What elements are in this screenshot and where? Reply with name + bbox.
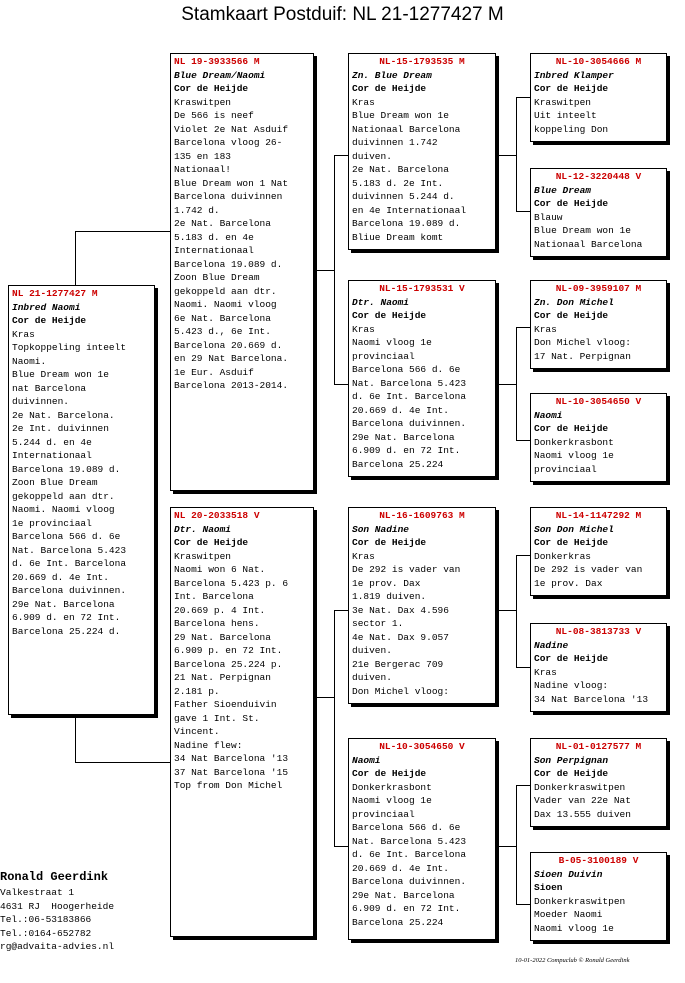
info-line: Barcelona 19.089 d. xyxy=(174,258,283,270)
info-line: 34 Nat Barcelona '13 xyxy=(534,693,649,705)
info-line: Barcelona 19.089 d. xyxy=(12,463,121,475)
info-line: 6.909 d. en 72 Int. xyxy=(352,903,461,914)
info-line: Kras xyxy=(534,323,557,335)
connector-line xyxy=(516,97,517,212)
info-line: Naomi vloog 1e xyxy=(352,337,432,348)
info-line: gekoppeld aan dtr. xyxy=(12,490,115,502)
connector-line xyxy=(516,904,530,905)
info-line: Don Michel vloog: xyxy=(352,685,449,697)
info-line: d. 6e Int. Barcelona xyxy=(12,558,127,569)
info-line: Vincent. xyxy=(174,726,220,737)
info-line: 6e Nat. Barcelona xyxy=(174,312,271,324)
info-line: Nadine vloog: xyxy=(534,680,609,691)
ring-number: NL 21-1277427 M xyxy=(12,288,98,299)
breeder-name: Cor de Heijde xyxy=(534,423,609,434)
info-line: Barcelona 25.224 d. xyxy=(12,625,121,637)
owner-block xyxy=(0,868,114,954)
sire-sire-dam-card[interactable] xyxy=(530,168,667,257)
footer-credit: 10-01-2022 Compuclub © Ronald Geerdink xyxy=(515,957,630,964)
info-line: Naomi won 6 Nat. xyxy=(174,564,266,575)
info-line: Barcelona 566 d. 6e xyxy=(12,531,121,542)
info-line: Barcelona 25.224 xyxy=(352,916,444,928)
info-line: Internationaal xyxy=(12,450,92,461)
info-line: en 29 Nat Barcelona. xyxy=(174,353,289,364)
info-line: 5.183 d. 2e Int. xyxy=(352,177,444,189)
connector-line xyxy=(516,327,530,328)
ring-number: NL-14-1147292 M xyxy=(555,510,642,521)
info-line: 135 en 183 xyxy=(174,150,232,162)
info-line: 2e Nat. Barcelona xyxy=(174,218,271,229)
info-line: Kras xyxy=(352,550,375,562)
connector-line xyxy=(314,270,334,271)
info-line: 20.669 d. 4e Int. xyxy=(352,862,449,874)
info-line: Internationaal xyxy=(174,245,254,256)
info-line: 4e Nat. Dax 9.057 xyxy=(352,631,449,643)
breeder-name: Cor de Heijde xyxy=(534,768,609,779)
owner-email[interactable]: rg@advaita-advies.nl xyxy=(0,941,115,952)
info-line: Blue Dream won 1e xyxy=(352,110,449,121)
sire-dam-dam-card[interactable] xyxy=(530,393,667,482)
subject-card[interactable] xyxy=(8,285,155,715)
info-line: Kras xyxy=(12,328,35,340)
info-line: 1e provinciaal xyxy=(12,517,92,529)
sire-card[interactable] xyxy=(170,53,314,491)
info-line: Barcelona 19.089 d. xyxy=(352,218,461,229)
pigeon-name: Son Perpignan xyxy=(534,754,609,766)
sire-sire-sire-card[interactable] xyxy=(530,53,667,142)
info-line: Nationaal! xyxy=(174,164,232,175)
info-line: 1e prov. Dax xyxy=(534,577,603,589)
ring-number: NL-01-0127577 M xyxy=(555,741,642,752)
ring-number: NL-15-1793531 V xyxy=(379,283,465,294)
pigeon-name: Zn. Blue Dream xyxy=(352,69,432,81)
info-line: Kras xyxy=(534,666,557,678)
info-line: duivinnen 1.742 xyxy=(352,137,438,148)
connector-line xyxy=(334,155,335,385)
info-line: 5.183 d. en 4e xyxy=(174,231,254,243)
info-line: Nat. Barcelona 5.423 xyxy=(12,544,127,556)
connector-line xyxy=(516,327,517,441)
info-line: 5.423 d., 6e Int. xyxy=(174,326,271,337)
info-line: d. 6e Int. Barcelona xyxy=(352,849,467,860)
ring-number: NL-12-3220448 V xyxy=(555,171,642,182)
breeder-name: Cor de Heijde xyxy=(534,83,609,94)
info-line: Kraswitpen xyxy=(174,550,232,562)
info-line: Barcelona 20.669 d. xyxy=(174,339,283,351)
owner-address-line: 4631 RJ Hoogerheide xyxy=(0,900,115,912)
sire-sire-card[interactable] xyxy=(348,53,496,250)
breeder-name: Cor de Heijde xyxy=(174,83,249,94)
info-line: d. 6e Int. Barcelona xyxy=(352,391,467,402)
owner-phone: Tel.:06-53183866 xyxy=(0,914,92,925)
info-line: Nationaal Barcelona xyxy=(352,123,461,135)
ring-number: NL-10-3054666 M xyxy=(555,56,642,67)
info-line: provinciaal xyxy=(352,350,415,362)
pigeon-name: Naomi xyxy=(534,409,563,421)
info-line: 2e Nat. Barcelona. xyxy=(12,409,115,421)
info-line: 37 Nat Barcelona '15 xyxy=(174,766,289,778)
info-line: Zoon Blue Dream xyxy=(12,477,98,488)
info-line: De 566 is neef xyxy=(174,110,254,121)
dam-sire-card[interactable] xyxy=(348,507,496,704)
connector-line xyxy=(75,715,76,762)
connector-line xyxy=(516,785,517,905)
info-line: Blue Dream won 1 Nat xyxy=(174,177,289,189)
info-line: Barcelona 2013-2014. xyxy=(174,380,289,391)
breeder-name: Cor de Heijde xyxy=(534,653,609,664)
connector-line xyxy=(334,155,348,156)
info-line: provinciaal xyxy=(352,808,415,820)
info-line: De 292 is vader van xyxy=(352,564,461,575)
info-line: 6.909 d. en 72 Int. xyxy=(352,445,461,456)
page-title: Stamkaart Postduif: NL 21-1277427 M xyxy=(181,4,504,25)
info-line: Bliue Dream komt xyxy=(352,231,444,243)
info-line: 20.669 d. 4e Int. xyxy=(12,571,109,583)
connector-line xyxy=(516,211,530,212)
ring-number: B-05-3100189 V xyxy=(558,855,639,866)
breeder-name: Cor de Heijde xyxy=(534,537,609,548)
info-line: Dax 13.555 duiven xyxy=(534,808,631,820)
pigeon-name: Nadine xyxy=(534,639,569,651)
pigeon-name: Naomi xyxy=(352,754,381,766)
info-line: duivinnen. xyxy=(12,396,70,407)
info-line: Barcelona duivinnen. xyxy=(352,418,467,429)
ring-number: NL-10-3054650 V xyxy=(379,741,465,752)
info-line: Top from Don Michel xyxy=(174,780,283,791)
info-line: 21e Bergerac 709 xyxy=(352,658,444,670)
breeder-name: Cor de Heijde xyxy=(174,537,249,548)
breeder-name: Cor de Heijde xyxy=(12,315,87,326)
info-line: duiven. xyxy=(352,672,392,683)
info-line: 29e Nat. Barcelona xyxy=(352,889,455,901)
ring-number: NL 19-3933566 M xyxy=(174,56,260,67)
ring-number: NL-16-1609763 M xyxy=(379,510,465,521)
info-line: 17 Nat. Perpignan xyxy=(534,350,631,362)
info-line: 2e Nat. Barcelona xyxy=(352,164,449,175)
info-line: Barcelona duivinnen. xyxy=(12,585,127,596)
info-line: provinciaal xyxy=(534,463,597,475)
info-line: Barcelona hens. xyxy=(174,618,260,629)
info-line: 1.742 d. xyxy=(174,204,220,216)
pigeon-name: Dtr. Naomi xyxy=(352,296,410,308)
ring-number: NL-09-3959107 M xyxy=(555,283,642,294)
info-line: Nat. Barcelona 5.423 xyxy=(352,835,467,847)
info-line: 2.181 p. xyxy=(174,685,220,697)
info-line: 1.819 duiven. xyxy=(352,591,427,602)
info-line: Donkerkrasbont xyxy=(534,436,614,448)
connector-line xyxy=(75,762,170,763)
info-line: 29e Nat. Barcelona xyxy=(12,598,115,610)
info-line: Vader van 22e Nat xyxy=(534,795,631,806)
connector-line xyxy=(314,697,334,698)
connector-line xyxy=(496,155,516,156)
info-line: Barcelona duivinnen xyxy=(174,191,283,202)
info-line: Nadine flew: xyxy=(174,739,243,751)
info-line: 1e Eur. Asduif xyxy=(174,366,254,378)
info-line: 3e Nat. Dax 4.596 xyxy=(352,604,449,616)
info-line: gekoppeld aan dtr. xyxy=(174,285,277,297)
connector-line xyxy=(496,384,516,385)
info-line: Kraswitpen xyxy=(174,96,232,108)
pigeon-name: Blue Dream/Naomi xyxy=(174,69,266,81)
info-line: Violet 2e Nat Asduif xyxy=(174,123,289,135)
info-line: Kras xyxy=(352,323,375,335)
ring-number: NL-08-3813733 V xyxy=(555,626,642,637)
connector-line xyxy=(516,667,530,668)
dam-sire-dam-card[interactable] xyxy=(530,623,667,712)
info-line: Donkerkrasbont xyxy=(352,781,432,793)
info-line: Kras xyxy=(352,96,375,108)
dam-dam-dam-card[interactable] xyxy=(530,852,667,941)
pigeon-name: Sioen Duivin xyxy=(534,868,603,880)
connector-line xyxy=(75,231,170,232)
owner-name: Ronald Geerdink xyxy=(0,870,109,884)
ring-number: NL-10-3054650 V xyxy=(555,396,642,407)
info-line: Barcelona duivinnen. xyxy=(352,876,467,887)
info-line: gave 1 Int. St. xyxy=(174,712,260,724)
info-line: Uit inteelt xyxy=(534,110,597,121)
info-line: Nationaal Barcelona xyxy=(534,238,643,250)
info-line: duiven. xyxy=(352,645,392,656)
owner-address-line: Valkestraat 1 xyxy=(0,887,75,898)
info-line: nat Barcelona xyxy=(12,382,87,394)
info-line: Barcelona vloog 26- xyxy=(174,137,283,148)
info-line: Blue Dream won 1e xyxy=(534,225,631,236)
info-line: 1e prov. Dax xyxy=(352,577,421,589)
info-line: Donkerkraswitpen xyxy=(534,781,626,793)
breeder-name: Cor de Heijde xyxy=(534,198,609,209)
connector-line xyxy=(516,785,530,786)
dam-dam-card[interactable] xyxy=(348,738,496,940)
info-line: 29e Nat. Barcelona xyxy=(352,431,455,443)
info-line: 29 Nat. Barcelona xyxy=(174,631,271,643)
info-line: Naomi. xyxy=(12,355,47,367)
info-line: Nat. Barcelona 5.423 xyxy=(352,377,467,389)
info-line: Kraswitpen xyxy=(534,96,592,108)
info-line: 5.244 d. en 4e xyxy=(12,436,92,448)
connector-line xyxy=(516,440,530,441)
info-line: Naomi vloog 1e xyxy=(534,922,614,934)
breeder-name: Cor de Heijde xyxy=(352,768,427,779)
pigeon-name: Dtr. Naomi xyxy=(174,523,232,535)
connector-line xyxy=(516,555,530,556)
info-line: Father Sioenduivin xyxy=(174,699,277,710)
connector-line xyxy=(334,384,348,385)
info-line: Naomi. Naomi vloog xyxy=(12,504,115,515)
info-line: Barcelona 25.224 p. xyxy=(174,658,283,670)
ring-number: NL-15-1793535 M xyxy=(379,56,465,67)
info-line: 2e Int. duivinnen xyxy=(12,423,109,434)
info-line: en 4e Internationaal xyxy=(352,204,467,216)
info-line: Barcelona 566 d. 6e xyxy=(352,364,461,375)
info-line: De 292 is vader van xyxy=(534,564,643,575)
connector-line xyxy=(75,231,76,285)
info-line: Blauw xyxy=(534,211,563,223)
owner-phone: Tel.:0164-652782 xyxy=(0,927,92,939)
dam-dam-sire-card[interactable] xyxy=(530,738,667,827)
sire-dam-sire-card[interactable] xyxy=(530,280,667,369)
info-line: Donkerkras xyxy=(534,550,592,562)
info-line: Naomi vloog 1e xyxy=(534,450,614,461)
connector-line xyxy=(496,610,516,611)
ring-number: NL 20-2033518 V xyxy=(174,510,260,521)
pigeon-name: Zn. Don Michel xyxy=(534,296,614,308)
info-line: duivinnen 5.244 d. xyxy=(352,191,455,202)
info-line: Zoon Blue Dream xyxy=(174,272,260,283)
connector-line xyxy=(516,555,517,668)
breeder-name: Cor de Heijde xyxy=(352,537,427,548)
info-line: Barcelona 5.423 p. 6 xyxy=(174,577,289,589)
breeder-name: Sioen xyxy=(534,882,563,893)
info-line: Topkoppeling inteelt xyxy=(12,342,127,353)
sire-dam-card[interactable] xyxy=(348,280,496,477)
info-line: Naomi. Naomi vloog xyxy=(174,299,277,310)
info-line: Don Michel vloog: xyxy=(534,337,631,348)
info-line: Barcelona 566 d. 6e xyxy=(352,822,461,833)
breeder-name: Cor de Heijde xyxy=(534,310,609,321)
info-line: Blue Dream won 1e xyxy=(12,369,109,380)
info-line: 20.669 d. 4e Int. xyxy=(352,404,449,416)
pigeon-name: Son Don Michel xyxy=(534,523,614,535)
info-line: koppeling Don xyxy=(534,123,609,135)
connector-line xyxy=(334,846,348,847)
info-line: 20.669 p. 4 Int. xyxy=(174,604,266,616)
breeder-name: Cor de Heijde xyxy=(352,310,427,321)
pigeon-name: Inbred Klamper xyxy=(534,69,614,81)
info-line: 34 Nat Barcelona '13 xyxy=(174,753,289,764)
info-line: Naomi vloog 1e xyxy=(352,795,432,806)
pigeon-name: Inbred Naomi xyxy=(12,301,81,313)
connector-line xyxy=(334,610,335,847)
info-line: 6.909 p. en 72 Int. xyxy=(174,645,283,656)
info-line: Int. Barcelona xyxy=(174,591,254,602)
info-line: 21 Nat. Perpignan xyxy=(174,672,271,683)
dam-card[interactable] xyxy=(170,507,314,937)
info-line: 6.909 d. en 72 Int. xyxy=(12,612,121,623)
dam-sire-sire-card[interactable] xyxy=(530,507,667,596)
connector-line xyxy=(334,610,348,611)
pigeon-name: Blue Dream xyxy=(534,184,592,196)
breeder-name: Cor de Heijde xyxy=(352,83,427,94)
info-line: Moeder Naomi xyxy=(534,909,603,920)
info-line: duiven. xyxy=(352,150,392,162)
connector-line xyxy=(516,97,530,98)
info-line: sector 1. xyxy=(352,618,404,629)
info-line: Barcelona 25.224 xyxy=(352,458,444,470)
info-line: Donkerkraswitpen xyxy=(534,895,626,907)
pigeon-name: Son Nadine xyxy=(352,523,410,535)
connector-line xyxy=(496,846,516,847)
